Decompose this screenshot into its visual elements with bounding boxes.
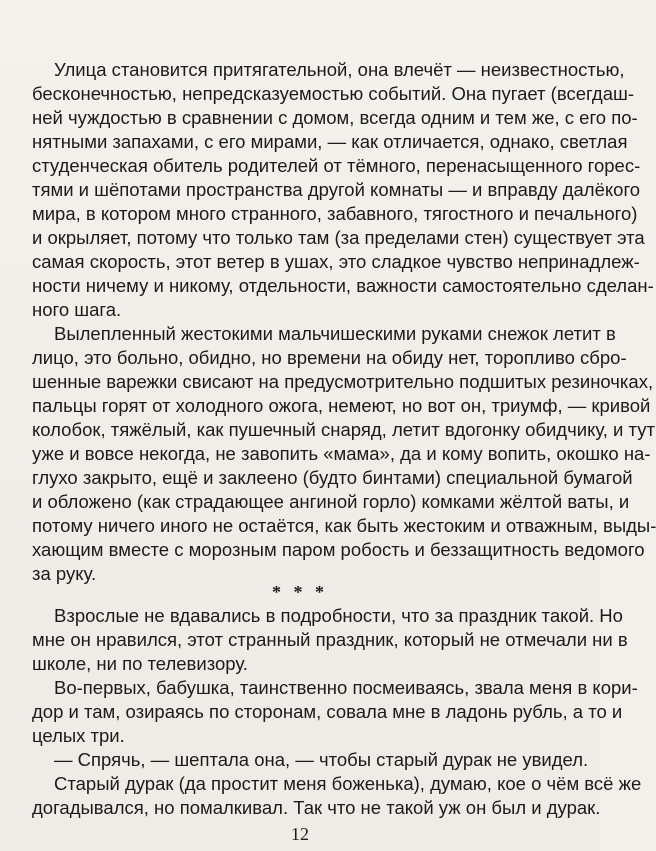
text-line: Улица становится притягательной, она влечёт — неизвестностью, (54, 59, 625, 80)
text-line: глухо закрыто, ещё и заклеено (будто бинтами) специальной бумагой (32, 467, 633, 488)
text-line: Во-первых, бабушка, таинственно посмеиваясь, звала меня в кори- (54, 677, 638, 698)
text-line: мне он нравился, этот странный праздник, который не отмечали ни в (32, 629, 628, 650)
text-line: нятными запахами, с его мирами, — как отличается, однако, светлая (32, 131, 628, 152)
section-divider: * * * (272, 582, 328, 602)
text-line: хающим вместе с морозным паром робость и беззащитность ведомого (32, 539, 645, 560)
text-line: студенческая обитель родителей от тёмного, перенасыщенного горес- (32, 155, 641, 176)
text-line: ного шага. (32, 299, 122, 320)
text-line: бесконечностью, непредсказуемостью событий. Она пугает (всегдаш- (32, 83, 634, 104)
text-line: догадывался, но помалкивал. Так что не такой уж он был и дурак. (32, 797, 601, 818)
text-line: уже и вовсе некогда, не завопить «мама», да и кому вопить, окошко на- (32, 443, 651, 464)
text-line: — Спрячь, — шептала она, — чтобы старый дурак не увидел. (54, 749, 589, 770)
text-line: школе, ни по телевизору. (32, 653, 248, 674)
text-line: ней чуждостью в сравнении с домом, всегда одним и тем же, с его по- (32, 107, 638, 128)
text-line: тями и шёпотами пространства другой комнаты — и вправду далёкого (32, 179, 641, 200)
text-line: дор и там, озираясь по сторонам, совала мне в ладонь рубль, а то и (32, 701, 623, 722)
text-line: шенные варежки свисают на предусмотрительно подшитых резиночках, (32, 371, 654, 392)
text-line: Старый дурак (да простит меня боженька), думаю, кое о чём всё же (54, 773, 642, 794)
text-line: пальцы горят от холодного ожога, немеют, но вот он, триумф, — кривой (32, 395, 651, 416)
text-line: лицо, это больно, обидно, но времени на обиду нет, торопливо сбро- (32, 347, 627, 368)
text-line: потому ничего иного не остаётся, как быть жестоким и отважным, выды- (32, 515, 656, 536)
text-line: мира, в котором много странного, забавного, тягостного и печального) (32, 203, 638, 224)
text-line: самая скорость, этот ветер в ушах, это сладкое чувство непринадлеж- (32, 251, 640, 272)
page-number: 12 (291, 824, 309, 844)
text-line: Взрослые не вдавались в подробности, что за праздник такой. Но (54, 605, 623, 626)
text-line: ности ничему и никому, отдельности, важности самостоятельно сделан- (32, 275, 654, 296)
text-line: целых три. (32, 725, 125, 746)
text-line: Вылепленный жестокими мальчишескими руками снежок летит в (54, 323, 616, 344)
text-line: и окрыляет, потому что только там (за пределами стен) существует эта (32, 227, 645, 248)
text-line: за руку. (32, 563, 97, 584)
text-line: колобок, тяжёлый, как пушечный снаряд, летит вдогонку обидчику, и тут (32, 419, 655, 440)
text-line: и обложено (как страдающее ангиной горло) комками жёлтой ваты, и (32, 491, 630, 512)
